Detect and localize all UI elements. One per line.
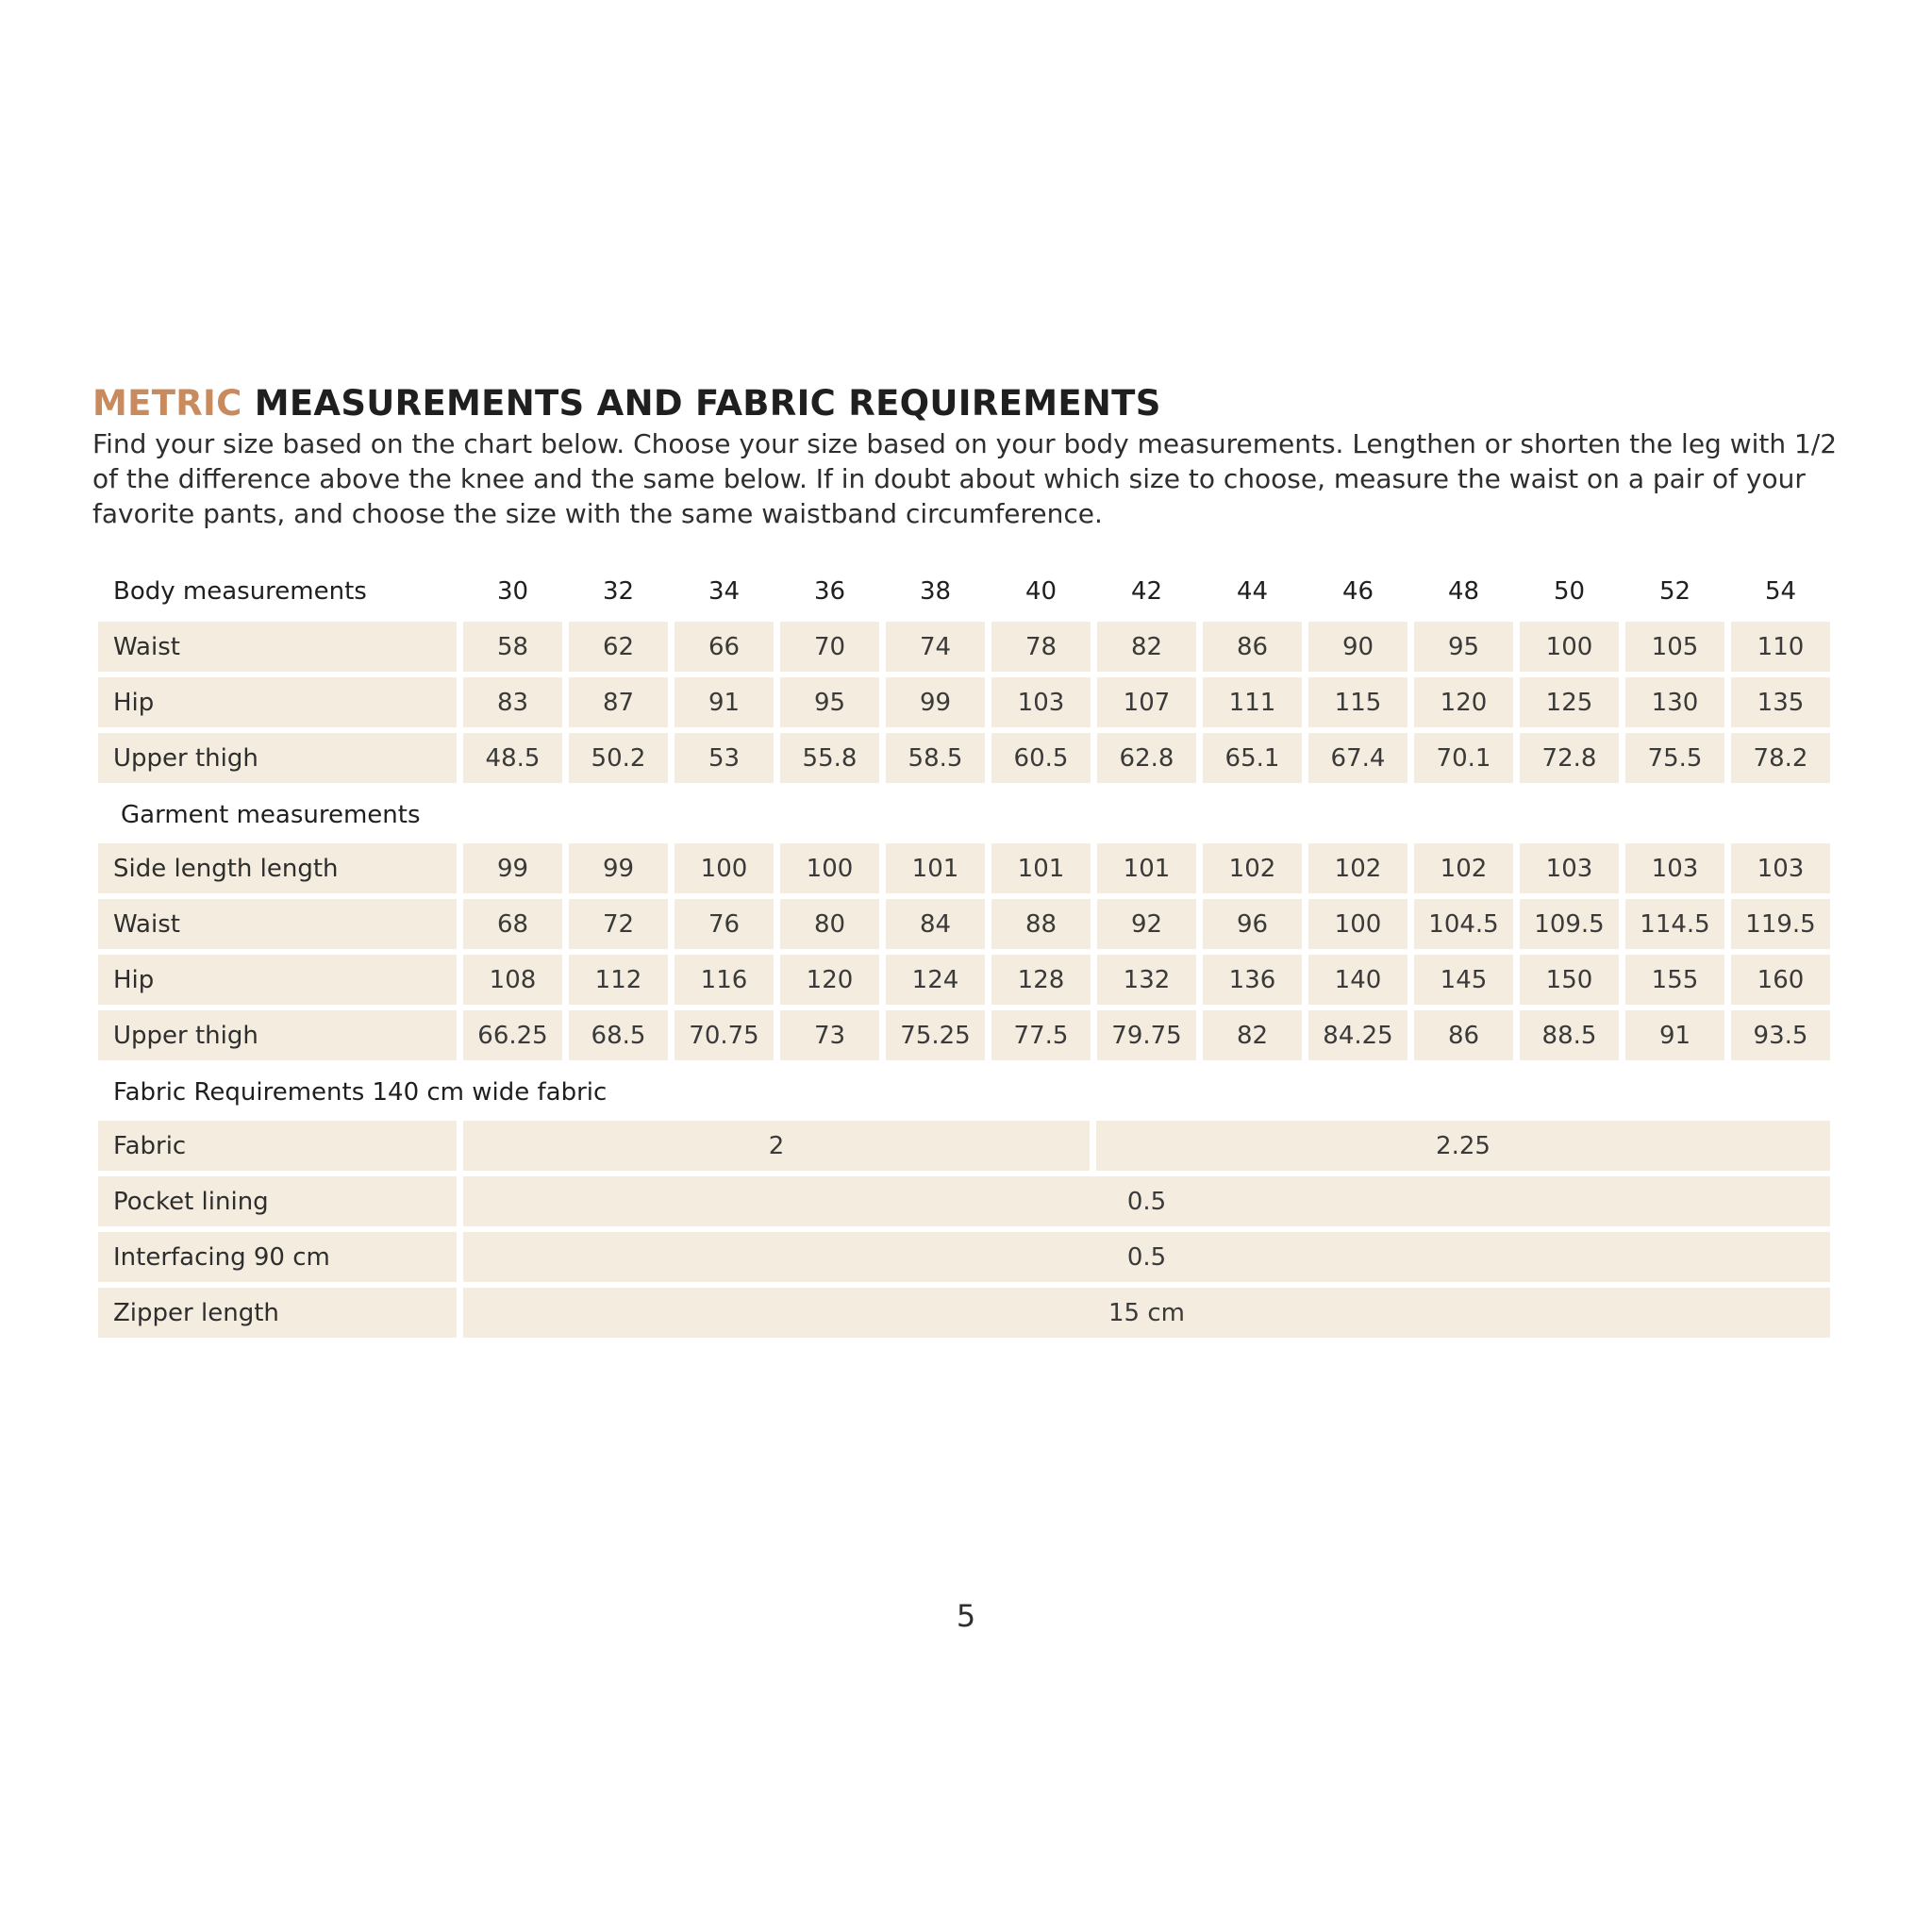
table-cell: 77.5 bbox=[991, 1010, 1091, 1060]
table-cell: 2 bbox=[463, 1121, 1090, 1171]
row-label: Upper thigh bbox=[98, 1010, 457, 1060]
table-cell: 82 bbox=[1203, 1010, 1302, 1060]
table-row bbox=[98, 899, 1836, 949]
table-cell: 66.25 bbox=[463, 1010, 562, 1060]
table-cell: 101 bbox=[886, 843, 985, 893]
table-row bbox=[98, 733, 1836, 783]
table-cell: 53 bbox=[675, 733, 774, 783]
table-cell: 99 bbox=[886, 677, 985, 727]
table-cell: 135 bbox=[1731, 677, 1830, 727]
table-cell: 50.2 bbox=[569, 733, 668, 783]
table-cell: 99 bbox=[569, 843, 668, 893]
table-cell: 145 bbox=[1414, 955, 1513, 1005]
table-cell: 72.8 bbox=[1520, 733, 1619, 783]
size-header: 40 bbox=[1024, 576, 1058, 606]
table-cell: 86 bbox=[1203, 622, 1302, 672]
table-cell: 91 bbox=[1625, 1010, 1724, 1060]
table-cell: 83 bbox=[463, 677, 562, 727]
row-label: Upper thigh bbox=[98, 733, 457, 783]
table-cell: 76 bbox=[675, 899, 774, 949]
table-cell: 103 bbox=[1625, 843, 1724, 893]
row-label: Fabric bbox=[98, 1121, 457, 1171]
size-header: 42 bbox=[1130, 576, 1163, 606]
table-row bbox=[98, 955, 1836, 1005]
table-cell: 65.1 bbox=[1203, 733, 1302, 783]
table-cell: 58 bbox=[463, 622, 562, 672]
size-header: 44 bbox=[1236, 576, 1269, 606]
table-cell: 120 bbox=[1414, 677, 1513, 727]
table-cell: 0.5 bbox=[463, 1176, 1830, 1226]
table-cell: 125 bbox=[1520, 677, 1619, 727]
table-cell: 140 bbox=[1308, 955, 1407, 1005]
table-cell: 96 bbox=[1203, 899, 1302, 949]
table-cell: 103 bbox=[991, 677, 1091, 727]
table-cell: 119.5 bbox=[1731, 899, 1830, 949]
table-cell: 88.5 bbox=[1520, 1010, 1619, 1060]
page-number: 5 bbox=[956, 1598, 976, 1634]
table-cell: 82 bbox=[1097, 622, 1196, 672]
table-cell: 58.5 bbox=[886, 733, 985, 783]
table-cell: 91 bbox=[675, 677, 774, 727]
table-cell: 74 bbox=[886, 622, 985, 672]
row-label: Side length length bbox=[98, 843, 457, 893]
table-row bbox=[98, 1288, 1836, 1338]
table-cell: 115 bbox=[1308, 677, 1407, 727]
title-accent: METRIC bbox=[92, 383, 242, 424]
size-header: 46 bbox=[1341, 576, 1374, 606]
table-cell: 67.4 bbox=[1308, 733, 1407, 783]
table-cell: 103 bbox=[1731, 843, 1830, 893]
table-cell: 102 bbox=[1308, 843, 1407, 893]
table-cell: 103 bbox=[1520, 843, 1619, 893]
table-cell: 102 bbox=[1203, 843, 1302, 893]
table-cell: 73 bbox=[780, 1010, 879, 1060]
title-rest: MEASUREMENTS AND FABRIC REQUIREMENTS bbox=[254, 383, 1161, 424]
table-cell: 90 bbox=[1308, 622, 1407, 672]
table-cell: 102 bbox=[1414, 843, 1513, 893]
table-row bbox=[98, 622, 1836, 672]
table-cell: 78 bbox=[991, 622, 1091, 672]
table-cell: 66 bbox=[675, 622, 774, 672]
table-cell: 62.8 bbox=[1097, 733, 1196, 783]
table-cell: 160 bbox=[1731, 955, 1830, 1005]
body-section-title: Body measurements bbox=[113, 576, 367, 606]
table-cell: 107 bbox=[1097, 677, 1196, 727]
table-cell: 95 bbox=[780, 677, 879, 727]
table-cell: 124 bbox=[886, 955, 985, 1005]
table-cell: 110 bbox=[1731, 622, 1830, 672]
size-header: 36 bbox=[813, 576, 846, 606]
table-cell: 100 bbox=[675, 843, 774, 893]
table-row bbox=[98, 677, 1836, 727]
row-label: Waist bbox=[98, 622, 457, 672]
table-cell: 111 bbox=[1203, 677, 1302, 727]
table-cell: 100 bbox=[1520, 622, 1619, 672]
table-row bbox=[98, 1232, 1836, 1282]
table-row bbox=[98, 1121, 1836, 1171]
size-header: 34 bbox=[708, 576, 741, 606]
table-cell: 120 bbox=[780, 955, 879, 1005]
row-label: Interfacing 90 cm bbox=[98, 1232, 457, 1282]
table-row bbox=[98, 843, 1836, 893]
table-cell: 114.5 bbox=[1625, 899, 1724, 949]
table-cell: 15 cm bbox=[463, 1288, 1830, 1338]
table-cell: 78.2 bbox=[1731, 733, 1830, 783]
size-header: 30 bbox=[496, 576, 529, 606]
table-cell: 92 bbox=[1097, 899, 1196, 949]
size-header: 48 bbox=[1447, 576, 1480, 606]
table-cell: 80 bbox=[780, 899, 879, 949]
intro-text: Find your size based on the chart below. Choose your size based on your body measurements. Lengthen or shorten the leg with 1/2 of the difference above the knee and the same below. If in doubt about which size to choose, measure the waist on a pair of your favorite pants, and choose the size with the same waistband circumference. bbox=[92, 428, 1838, 529]
table-cell: 150 bbox=[1520, 955, 1619, 1005]
table-cell: 136 bbox=[1203, 955, 1302, 1005]
table-cell: 128 bbox=[991, 955, 1091, 1005]
fabric-section-title: Fabric Requirements 140 cm wide fabric bbox=[113, 1078, 608, 1107]
table-row bbox=[98, 1176, 1836, 1226]
table-cell: 60.5 bbox=[991, 733, 1091, 783]
table-cell: 87 bbox=[569, 677, 668, 727]
table-cell: 112 bbox=[569, 955, 668, 1005]
table-cell: 100 bbox=[1308, 899, 1407, 949]
size-header: 50 bbox=[1553, 576, 1586, 606]
table-cell: 101 bbox=[991, 843, 1091, 893]
table-cell: 95 bbox=[1414, 622, 1513, 672]
row-label: Waist bbox=[98, 899, 457, 949]
size-header: 38 bbox=[919, 576, 952, 606]
row-label: Hip bbox=[98, 955, 457, 1005]
table-cell: 0.5 bbox=[463, 1232, 1830, 1282]
table-cell: 101 bbox=[1097, 843, 1196, 893]
row-label: Zipper length bbox=[98, 1288, 457, 1338]
table-cell: 155 bbox=[1625, 955, 1724, 1005]
table-cell: 84 bbox=[886, 899, 985, 949]
table-cell: 75.5 bbox=[1625, 733, 1724, 783]
table-cell: 68 bbox=[463, 899, 562, 949]
table-cell: 70.1 bbox=[1414, 733, 1513, 783]
size-header: 54 bbox=[1764, 576, 1797, 606]
table-cell: 116 bbox=[675, 955, 774, 1005]
row-label: Hip bbox=[98, 677, 457, 727]
table-cell: 93.5 bbox=[1731, 1010, 1830, 1060]
table-cell: 79.75 bbox=[1097, 1010, 1196, 1060]
garment-section-title: Garment measurements bbox=[121, 801, 421, 829]
table-row bbox=[98, 1010, 1836, 1060]
table-cell: 130 bbox=[1625, 677, 1724, 727]
table-cell: 100 bbox=[780, 843, 879, 893]
table-cell: 84.25 bbox=[1308, 1010, 1407, 1060]
table-cell: 105 bbox=[1625, 622, 1724, 672]
table-cell: 55.8 bbox=[780, 733, 879, 783]
table-cell: 70 bbox=[780, 622, 879, 672]
row-label: Pocket lining bbox=[98, 1176, 457, 1226]
table-cell: 72 bbox=[569, 899, 668, 949]
table-cell: 88 bbox=[991, 899, 1091, 949]
table-cell: 86 bbox=[1414, 1010, 1513, 1060]
table-cell: 48.5 bbox=[463, 733, 562, 783]
table-cell: 68.5 bbox=[569, 1010, 668, 1060]
table-cell: 2.25 bbox=[1096, 1121, 1830, 1171]
table-cell: 109.5 bbox=[1520, 899, 1619, 949]
table-cell: 75.25 bbox=[886, 1010, 985, 1060]
table-cell: 132 bbox=[1097, 955, 1196, 1005]
table-cell: 62 bbox=[569, 622, 668, 672]
page-title bbox=[92, 383, 1161, 424]
body-header-row bbox=[98, 566, 1836, 616]
size-header: 32 bbox=[602, 576, 635, 606]
table-cell: 70.75 bbox=[675, 1010, 774, 1060]
size-header: 52 bbox=[1658, 576, 1691, 606]
table-cell: 108 bbox=[463, 955, 562, 1005]
table-cell: 104.5 bbox=[1414, 899, 1513, 949]
table-cell: 99 bbox=[463, 843, 562, 893]
size-chart bbox=[98, 566, 1836, 1343]
